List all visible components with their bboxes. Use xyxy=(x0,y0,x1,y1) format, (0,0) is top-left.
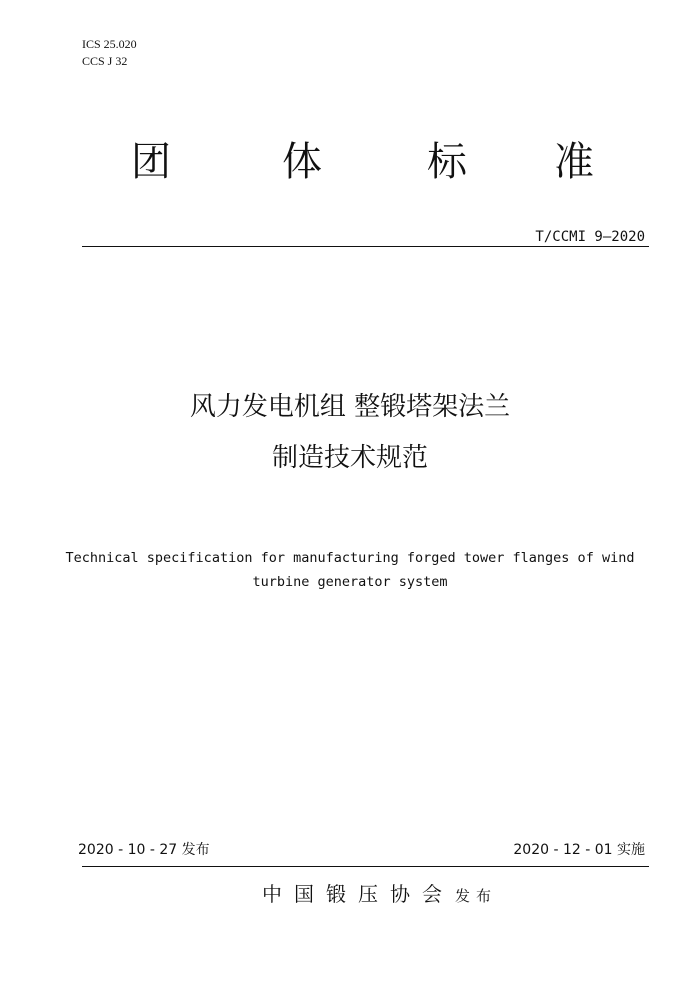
publish-date: 2020 - 10 - 27 发布 xyxy=(78,842,210,858)
standard-type-char: 标 xyxy=(427,139,467,185)
standard-type-char: 体 xyxy=(282,139,322,185)
header-divider xyxy=(82,246,649,247)
english-title-line-1: Technical specification for manufacturing forged tower flanges of wind xyxy=(65,550,635,566)
issuer-name: 中国锻压协会 xyxy=(262,882,454,906)
standard-type-char: 准 xyxy=(554,139,594,185)
implement-date: 2020 - 12 - 01 实施 xyxy=(513,842,645,858)
chinese-title-line-2: 制造技术规范 xyxy=(271,443,428,473)
english-title-line-2: turbine generator system xyxy=(252,574,448,590)
ccs-code: CCS J 32 xyxy=(82,54,128,68)
issuer-suffix: 发布 xyxy=(455,887,498,905)
standard-type-char: 团 xyxy=(131,139,171,185)
footer-divider xyxy=(82,866,649,867)
standard-number: T/CCMI 9—2020 xyxy=(535,229,645,245)
ics-code: ICS 25.020 xyxy=(82,37,137,51)
chinese-title-line-1: 风力发电机组 整锻塔架法兰 xyxy=(189,392,511,422)
